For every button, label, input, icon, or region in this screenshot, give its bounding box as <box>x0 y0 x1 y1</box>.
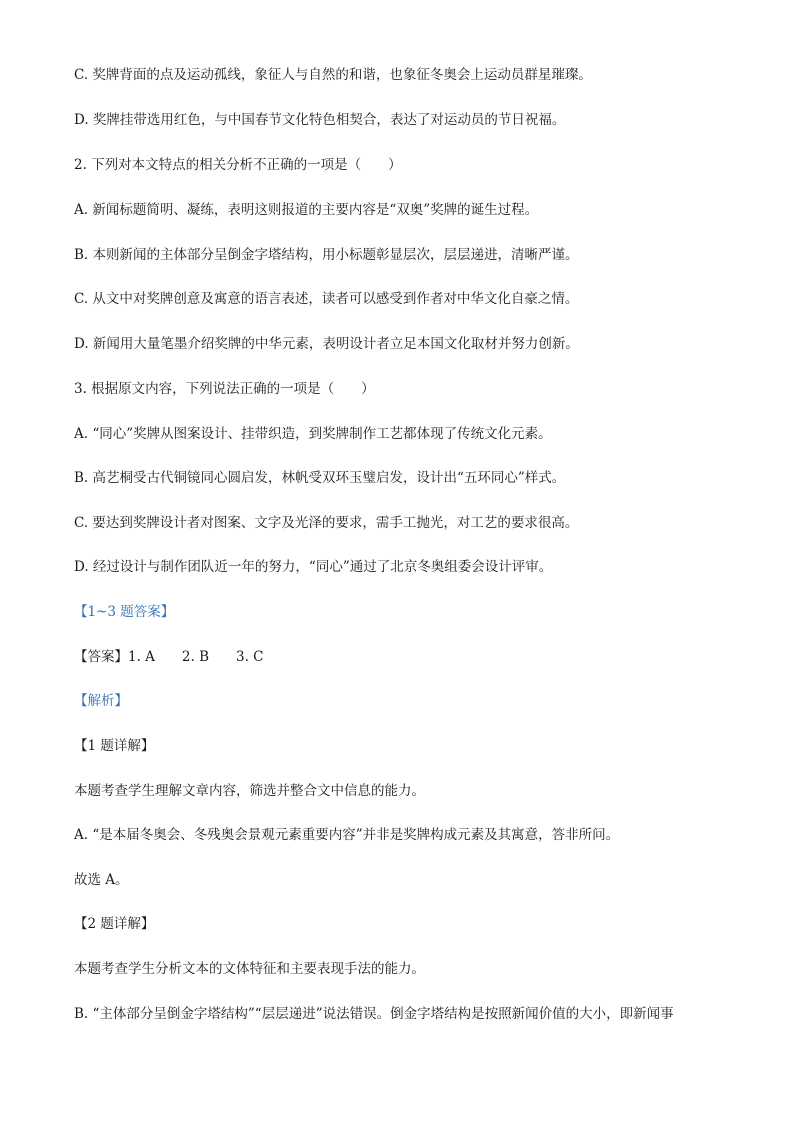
answer-line: 【答案】1. A 2. B 3. C <box>74 649 264 665</box>
q2-detail-heading: 【2 题详解】 <box>74 916 155 932</box>
q1-detail-a: A. “是本届冬奥会、冬残奥会景观元素重要内容”并非是奖牌构成元素及其寓意，答非所问。 <box>74 827 620 843</box>
answer-heading: 【1~3 题答案】 <box>74 604 175 620</box>
q1-conclusion: 故选 A。 <box>74 872 129 888</box>
option-d-q3: D. 经过设计与制作团队近一年的努力，“同心”通过了北京冬奥组委会设计评审。 <box>74 559 553 575</box>
option-c-q1: C. 奖牌背面的点及运动孤线，象征人与自然的和谐，也象征冬奥会上运动员群星璀璨。 <box>74 67 592 83</box>
option-a-q3: A. “同心”奖牌从图案设计、挂带织造，到奖牌制作工艺都体现了传统文化元素。 <box>74 426 552 442</box>
option-d-q2: D. 新闻用大量笔墨介绍奖牌的中华元素，表明设计者立足本国文化取材并努力创新。 <box>74 336 579 352</box>
q2-detail-intro: 本题考查学生分析文本的文体特征和主要表现手法的能力。 <box>74 961 425 977</box>
analysis-heading: 【解析】 <box>74 693 128 709</box>
option-c-q3: C. 要达到奖牌设计者对图案、文字及光泽的要求，需手工抛光，对工艺的要求很高。 <box>74 515 579 531</box>
q1-detail-heading: 【1 题详解】 <box>74 738 155 754</box>
q2-detail-b: B. “主体部分呈倒金字塔结构”“层层递进”说法错误。倒金字塔结构是按照新闻价值的大小，即新闻事 <box>74 1006 674 1022</box>
question-2: 2. 下列对本文特点的相关分析不正确的一项是（ ） <box>74 157 402 173</box>
q1-detail-intro: 本题考查学生理解文章内容，筛选并整合文中信息的能力。 <box>74 783 425 799</box>
option-a-q2: A. 新闻标题简明、凝练，表明这则报道的主要内容是“双奥”奖牌的诞生过程。 <box>74 202 539 218</box>
option-b-q2: B. 本则新闻的主体部分呈倒金字塔结构，用小标题彰显层次，层层递进，清晰严谨。 <box>74 247 579 263</box>
question-3: 3. 根据原文内容，下列说法正确的一项是（ ） <box>74 381 375 397</box>
option-d-q1: D. 奖牌挂带选用红色，与中国春节文化特色相契合，表达了对运动员的节日祝福。 <box>74 112 566 128</box>
option-b-q3: B. 高艺桐受古代铜镜同心圆启发，林帆受双环玉璧启发，设计出“五环同心”样式。 <box>74 470 566 486</box>
option-c-q2: C. 从文中对奖牌创意及寓意的语言表述，读者可以感受到作者对中华文化自豪之情。 <box>74 291 579 307</box>
